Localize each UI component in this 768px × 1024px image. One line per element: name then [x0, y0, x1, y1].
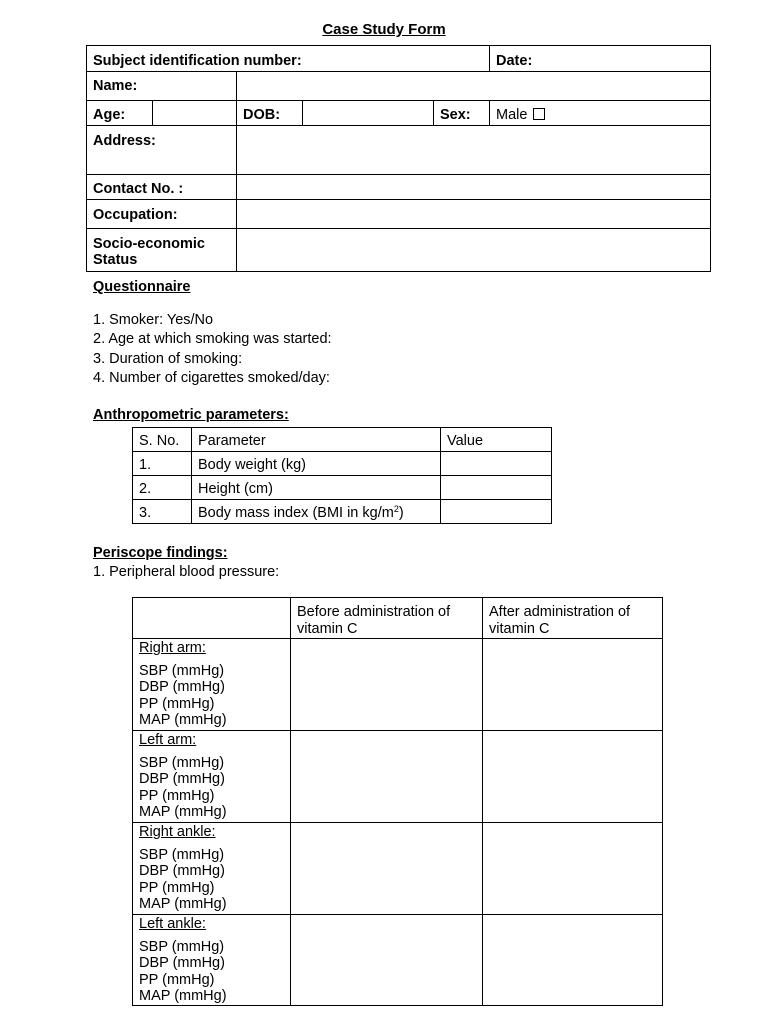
- periscope-heading: Periscope findings:: [93, 545, 228, 561]
- subject-info-table: [86, 45, 711, 272]
- socio-economic-label: Socio-economic Status: [87, 229, 237, 272]
- page-title: Case Study Form: [322, 21, 446, 38]
- column-header: After administration of vitamin C: [483, 598, 663, 639]
- after-value-cell[interactable]: [483, 731, 663, 823]
- list-item: 3. Duration of smoking:: [93, 350, 243, 367]
- measure-label: SBP (mmHg): [139, 938, 225, 955]
- measure-label: MAP (mmHg): [139, 804, 227, 820]
- occupation-label: Occupation:: [87, 200, 237, 229]
- column-header: Parameter: [192, 428, 441, 452]
- measure-label: SBP (mmHg): [139, 754, 225, 771]
- after-value-cell[interactable]: [483, 639, 663, 731]
- questionnaire-list: [93, 311, 332, 388]
- periscope-subheading: 1. Peripheral blood pressure:: [93, 564, 280, 580]
- column-header: Before administration of vitamin C: [291, 598, 483, 639]
- subject-id-label: Subject identification number:: [87, 46, 490, 72]
- after-value-cell[interactable]: [483, 915, 663, 1006]
- table-row: [133, 823, 663, 915]
- value-cell[interactable]: [441, 452, 552, 476]
- contact-label: Contact No. :: [87, 175, 237, 200]
- column-header: Value: [441, 428, 552, 452]
- socio-economic-field[interactable]: [237, 229, 711, 272]
- measure-label: DBP (mmHg): [139, 955, 225, 971]
- measure-label: DBP (mmHg): [139, 679, 225, 695]
- location-cell: [133, 731, 291, 823]
- table-row: [133, 639, 663, 731]
- list-item: 1. Smoker: Yes/No: [93, 312, 214, 328]
- location-cell: [133, 823, 291, 915]
- before-value-cell[interactable]: [291, 823, 483, 915]
- before-value-cell[interactable]: [291, 731, 483, 823]
- age-label: Age:: [87, 101, 153, 126]
- measure-label: MAP (mmHg): [139, 988, 227, 1004]
- address-label: Address:: [87, 126, 237, 175]
- anthropometric-heading: Anthropometric parameters:: [93, 407, 289, 423]
- location-cell: [133, 639, 291, 731]
- location-label: Left arm:: [139, 732, 197, 748]
- table-row: [133, 731, 663, 823]
- parameter-cell: [192, 500, 441, 524]
- measure-label: MAP (mmHg): [139, 712, 227, 728]
- questionnaire-heading: Questionnaire: [93, 279, 191, 295]
- blood-pressure-table: [132, 597, 663, 1006]
- address-field[interactable]: [237, 126, 711, 175]
- measure-label: MAP (mmHg): [139, 896, 227, 912]
- value-cell[interactable]: [441, 500, 552, 524]
- dob-label: DOB:: [237, 101, 303, 126]
- measure-label: DBP (mmHg): [139, 863, 225, 879]
- location-label: Right arm:: [139, 640, 206, 656]
- column-header: [133, 598, 291, 639]
- sno-cell: 2.: [133, 476, 192, 500]
- measure-label: PP (mmHg): [139, 971, 215, 988]
- parameter-cell: Body weight (kg): [192, 452, 441, 476]
- table-header-row: [133, 598, 663, 639]
- location-label: Right ankle:: [139, 824, 216, 840]
- dob-field[interactable]: [303, 101, 434, 126]
- location-cell: [133, 915, 291, 1006]
- name-field[interactable]: [237, 72, 711, 101]
- parameter-text: Body mass index (BMI in kg/m: [198, 505, 394, 521]
- table-header-row: [133, 428, 552, 452]
- table-row: [133, 452, 552, 476]
- superscript: 2: [393, 504, 399, 514]
- table-row: [133, 500, 552, 524]
- sex-label: Sex:: [434, 101, 490, 126]
- anthropometric-table: [132, 427, 552, 524]
- contact-field[interactable]: [237, 175, 711, 200]
- measure-label: PP (mmHg): [139, 695, 215, 712]
- date-label: Date:: [490, 46, 711, 72]
- table-row: [133, 476, 552, 500]
- parameter-cell: Height (cm): [192, 476, 441, 500]
- sex-option[interactable]: [490, 101, 711, 126]
- age-field[interactable]: [153, 101, 237, 126]
- name-label: Name:: [87, 72, 237, 101]
- before-value-cell[interactable]: [291, 915, 483, 1006]
- sno-cell: 1.: [133, 452, 192, 476]
- location-label: Left ankle:: [139, 916, 206, 932]
- measure-label: SBP (mmHg): [139, 846, 225, 863]
- before-value-cell[interactable]: [291, 639, 483, 731]
- measure-label: PP (mmHg): [139, 787, 215, 804]
- column-header: S. No.: [133, 428, 192, 452]
- table-row: [133, 915, 663, 1006]
- measure-label: PP (mmHg): [139, 879, 215, 896]
- occupation-field[interactable]: [237, 200, 711, 229]
- list-item: 2. Age at which smoking was started:: [93, 331, 332, 348]
- measure-label: DBP (mmHg): [139, 771, 225, 787]
- parameter-text-end: ): [398, 505, 404, 521]
- measure-label: SBP (mmHg): [139, 662, 225, 679]
- value-cell[interactable]: [441, 476, 552, 500]
- sno-cell: 3.: [133, 500, 192, 524]
- after-value-cell[interactable]: [483, 823, 663, 915]
- male-checkbox[interactable]: [533, 108, 545, 120]
- sex-option-label: Male: [496, 107, 528, 123]
- list-item: 4. Number of cigarettes smoked/day:: [93, 369, 330, 386]
